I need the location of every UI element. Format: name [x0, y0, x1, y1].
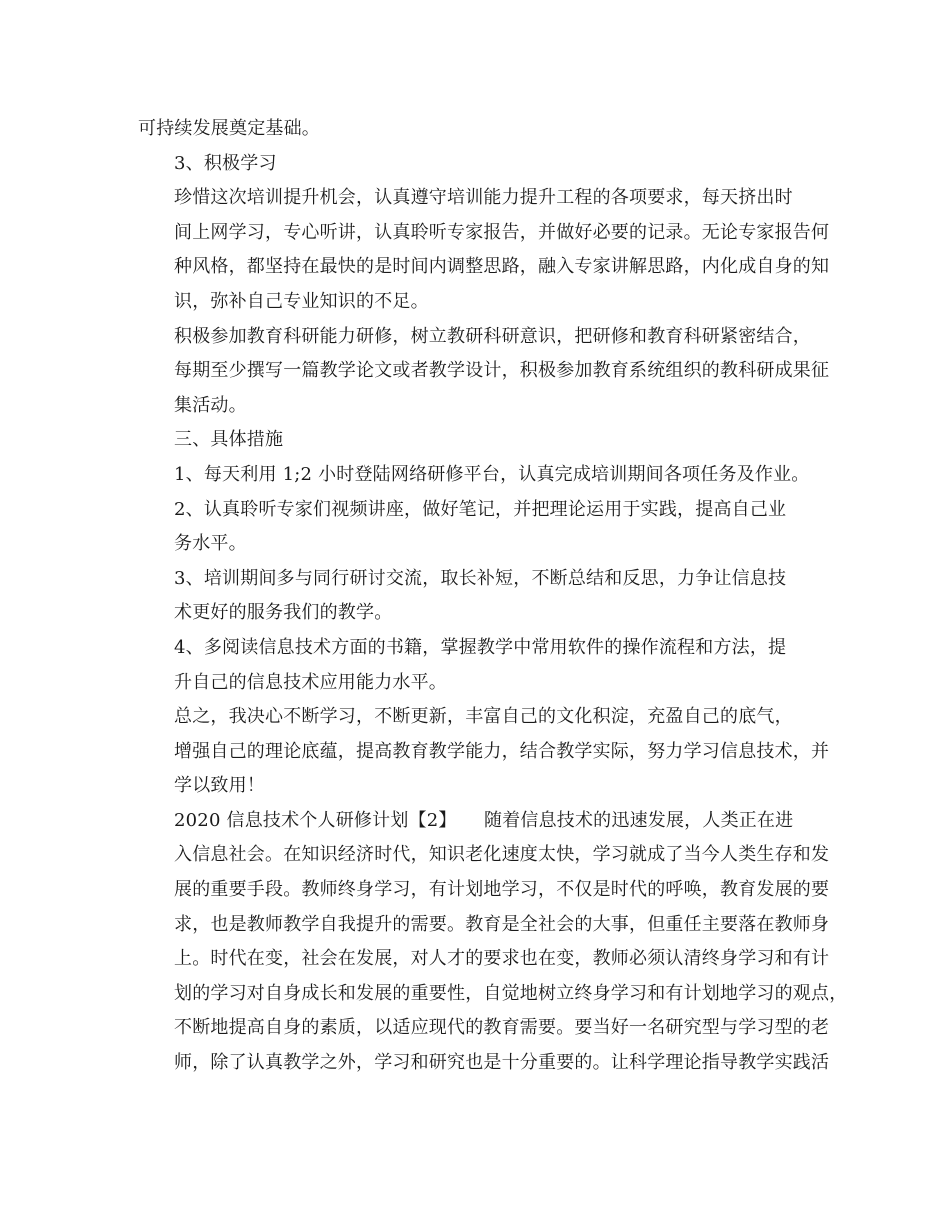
paragraph — [138, 320, 830, 424]
text-line: 1、每天利用 1;2 小时登陆网络研修平台，认真完成培训期间各项任务及作业。 — [174, 463, 810, 485]
document-page — [138, 112, 848, 1081]
text-line: 师，除了认真教学之外，学习和研究也是十分重要的。让科学理论指导教学实践活 — [174, 1052, 830, 1074]
text-line: 入信息社会。在知识经济时代，知识老化速度太快，学习就成了当今人类生存和发 — [174, 844, 830, 866]
paragraph — [138, 112, 821, 147]
text-line: 集活动。 — [174, 394, 247, 416]
text-line: 珍惜这次培训提升机会，认真遵守培训能力提升工程的各项要求，每天挤出时 — [174, 187, 793, 209]
text-line: 3、积极学习 — [174, 152, 277, 174]
text-line: 2、认真聆听专家们视频讲座，做好笔记，并把理论运用于实践，提高自己业 — [174, 498, 787, 520]
text-line: 积极参加教育科研能力研修，树立教研科研意识，把研修和教育科研紧密结合， — [174, 325, 811, 347]
paragraph — [138, 631, 821, 700]
paragraph — [138, 181, 830, 319]
text-line: 4、多阅读信息技术方面的书籍，掌握教学中常用软件的操作流程和方法，提 — [174, 636, 787, 658]
text-line: 种风格，都坚持在最快的是时间内调整思路，融入专家讲解思路，内化成自身的知 — [174, 256, 830, 278]
paragraph — [138, 804, 848, 1081]
text-line: 三、具体措施 — [174, 429, 284, 451]
text-line: 务水平。 — [174, 533, 247, 555]
paragraph — [138, 700, 830, 804]
text-line: 每期至少撰写一篇教学论文或者教学设计，积极参加教育系统组织的教科研成果征 — [174, 360, 830, 382]
paragraph — [138, 458, 821, 493]
paragraph — [138, 493, 821, 562]
text-line: 增强自己的理论底蕴，提高教育教学能力，结合教学实际，努力学习信息技术，并 — [174, 740, 830, 762]
text-line: 术更好的服务我们的教学。 — [174, 602, 393, 624]
text-line: 可持续发展奠定基础。 — [138, 118, 320, 139]
paragraph — [138, 147, 821, 182]
text-line: 2020 信息技术个人研修计划【2】 随着信息技术的迅速发展，人类正在进 — [174, 809, 794, 831]
text-line: 3、培训期间多与同行研讨交流，取长补短，不断总结和反思，力争让信息技 — [174, 567, 787, 589]
text-line: 总之，我决心不断学习，不断更新，丰富自己的文化积淀，充盈自己的底气， — [174, 706, 793, 728]
text-line: 升自己的信息技术应用能力水平。 — [174, 671, 447, 693]
paragraph — [138, 562, 821, 631]
text-line: 上。时代在变，社会在发展，对人才的要求也在变，教师必须认清终身学习和有计 — [174, 948, 830, 970]
paragraph — [138, 423, 821, 458]
text-line: 求，也是教师教学自我提升的需要。教育是全社会的大事，但重任主要落在教师身 — [174, 913, 830, 935]
text-line: 学以致用！ — [174, 775, 265, 797]
text-line: 不断地提高自身的素质，以适应现代的教育需要。要当好一名研究型与学习型的老 — [174, 1017, 830, 1039]
text-line: 划的学习对自身成长和发展的重要性，自觉地树立终身学习和有计划地学习的观点， — [174, 982, 848, 1004]
text-line: 展的重要手段。教师终身学习，有计划地学习，不仅是时代的呼唤，教育发展的要 — [174, 879, 830, 901]
text-line: 识，弥补自己专业知识的不足。 — [174, 290, 429, 312]
text-line: 间上网学习，专心听讲，认真聆听专家报告，并做好必要的记录。无论专家报告何 — [174, 221, 830, 243]
